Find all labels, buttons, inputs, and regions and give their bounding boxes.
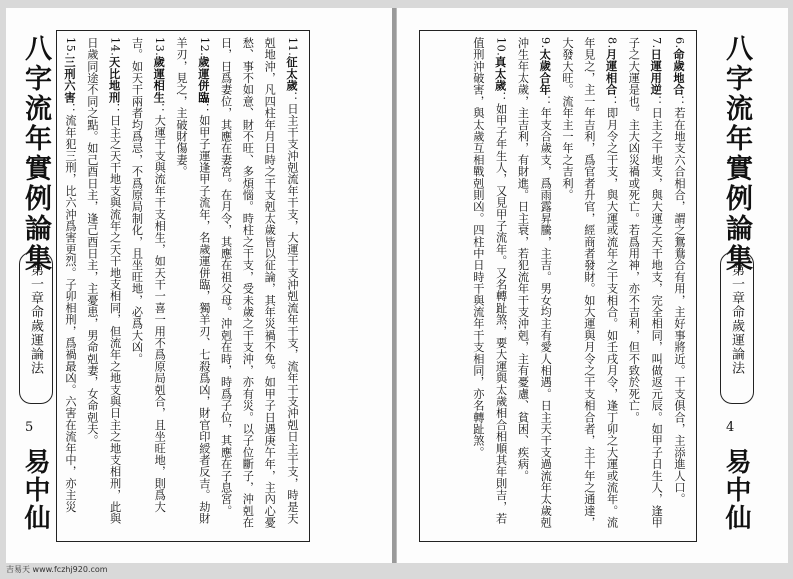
right-page [396,8,788,563]
text-frame [419,30,697,542]
entry-9: 9.太歲合年：年支合歲支，爲雨露昇騰，主吉。男女均主有愛人相遇。日主天干支過流年太歲剋沖生年太歲，主吉利，有財進。日主衰，若犯流年干支沖剋，主有憂慮、貧困、疾病。 [516,37,553,529]
right-title-column [709,30,765,540]
author-name: 易中仙 [20,448,50,532]
entry-10: 10.真太歲：如甲子年生人，又見甲子流年。又名轉趾煞，要大運與太歲相合相順其年則吉，若值刑沖破害，與太歲互相戰剋則凶。四柱中日時干與流年干支相同，亦名轉趾煞。 [471,37,508,525]
entry-6: 6.命歲地合：若在地支六合相合，謂之鴛鴦合有用，主好事將近。干支俱合，主添進人口。 [672,37,686,505]
book-title: 八字流年實例論集 [721,34,752,274]
chapter-label [720,252,754,404]
entry-11: 11.征太歲：日主干支沖剋流年干支，大運干支沖剋流年干支，流年干支沖剋日主干支，時是天剋地沖，凡四柱年月日時之干支剋太歲皆以征論，其年災禍不免。如甲子日遇庚午年，主內心憂愁、事不如意、財不旺、多煩惱。時柱之干支，受未歲之干支沖，亦有災。以子位斷子，沖剋在日，日爲妻位，其應在妻宮。在月令，其應在祖父母。沖剋在時，時爲子位，其應在子息宮。 [219,37,299,529]
entry-7: 7.日運用逆：日主之干地支，與大運之天干地支，完全相同，叫做返元辰。如甲子日生人，逢甲子之大運是也。主大凶災禍或死亡。若爲用神，亦不吉利，但不致於死亡。 [627,37,664,529]
body-text [426,37,690,535]
entry-8: 8.月運相合：即月令之干支，與大運或流年之干支相合。如壬戌月令，逢丁卯之大運或流年。流年見之，主一年吉利，爲官者升官，經商者發財。如大運與月令之干支相合者，主十年之通達，大發大旺。流年主一年之吉利。 [561,37,619,529]
entry-13: 13.歲運相生：大運干支與流年干支相生，如天干一喜一用不爲原局剋合，且坐旺地，則爲大吉。如天干兩者均爲忌，不爲原局制化，且坐旺地，必爲大凶。 [130,37,167,513]
chapter-title: 第一章命歲運論法 [28,263,43,375]
entry-12: 12.歲運併臨：如甲子運逢甲子流年，名歲運併臨，獨羊刃、七殺爲凶，財官印綬者反吉。劫財羊刃，見之，主破財傷妻。 [175,37,211,525]
chapter-title: 第一章命歲運論法 [729,263,744,375]
book-spread [6,8,787,563]
page-number: 5 [25,420,34,435]
book-title: 八字流年實例論集 [20,34,51,274]
left-page [6,8,393,563]
entry-14: 14.天比地刑：日主之天干地支與流年之天干地支相同，但流年之地支與日主之地支相刑，此與日歲同途不同之點。如己酉日主，逢己酉日主，主憂患，男命剋妻，女命剋夫。 [85,37,122,525]
page-number: 4 [726,420,735,435]
chapter-label [19,252,53,404]
author-name: 易中仙 [721,448,751,532]
text-frame [56,30,310,542]
watermark-text: 吉易天 www.fczhj920.com [6,565,108,574]
entry-15: 15.三刑六害：流年犯三刑，比六沖爲害更烈。子卯相刑，爲禍最凶。六害在流年中，亦主災 [63,37,78,513]
body-text [63,37,303,535]
